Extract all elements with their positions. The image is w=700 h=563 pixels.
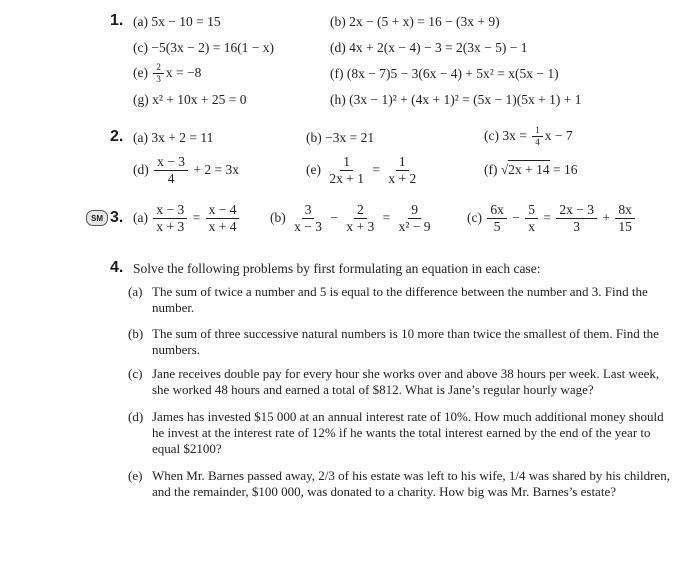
equation-1c: (c) −5(3x − 2) = 16(1 − x) (133, 40, 275, 55)
word-problem-c: Jane receives double pay for every hour she works over and above 38 hours per week. Last week, she worked 48 hours and earned a total of $812. What is Jane’s regular hourly wage? (152, 366, 660, 397)
word-problem-label-c: (c) (128, 366, 143, 381)
equation-1d: (d) 4x + 2(x − 4) − 3 = 2(3x − 5) − 1 (330, 40, 528, 55)
equation-1e: (e) $\frac{2}{3}$ x = −8 (133, 62, 202, 85)
word-problem-d: James has invested $15 000 at an annual interest rate of 10%. How much additional money should he invest at the interest rate of 12% if he wants the total interest earned by the end of the year to equal $2100? (152, 409, 664, 456)
equation-3c: (c) $\frac{6x}{5}$ − $\frac{5}{x}$ = $\frac{2x - 3}{3}$ + $\frac{8x}{15}$ (467, 203, 637, 234)
word-problem-label-e: (e) (128, 468, 143, 483)
equation-1f: (f) (8x − 7)5 − 3(6x − 4) + 5x² = x(5x − 1) (330, 66, 559, 81)
equation-1g: (g) x² + 10x + 25 = 0 (133, 92, 247, 107)
equation-3b: (b) $\frac{3}{x - 3}$ − $\frac{2}{x + 3}$ = $\frac{9}{\text{x² − 9}}$ (270, 202, 431, 235)
word-problem-label-b: (b) (128, 326, 144, 341)
problem-2-number: 2. (110, 128, 124, 145)
equation-2a: (a) 3x + 2 = 11 (133, 130, 214, 145)
problem-4-number: 4. (110, 259, 124, 276)
equation-2e: (e) $\frac{1}{2x + 1}$ = $\frac{1}{x + 2}$ (306, 154, 417, 187)
problem-4-intro: Solve the following problems by first formulating an equation in each case: (133, 261, 541, 276)
equation-1a: (a) 5x − 10 = 15 (133, 14, 221, 29)
sm-badge: SM (86, 210, 108, 226)
word-problem-label-d: (d) (128, 409, 144, 424)
equation-2c: (c) 3x = $\frac{1}{4}$ x − 7 (484, 125, 573, 148)
problem-1-number: 1. (110, 12, 124, 29)
word-problem-label-a: (a) (128, 284, 143, 299)
equation-2b: (b) −3x = 21 (306, 130, 375, 145)
equation-1b: (b) 2x − (5 + x) = 16 − (3x + 9) (330, 14, 500, 29)
equation-2d: (d) $\frac{x - 3}{4}$ + 2 = 3x (133, 154, 239, 187)
equation-2f: (f) √2x + 14 = 16 (484, 162, 578, 177)
problem-3-number: 3. (110, 209, 124, 226)
word-problem-b: The sum of three successive natural numbers is 10 more than twice the smallest of them. Find the numbers. (152, 326, 659, 357)
word-problem-e: When Mr. Barnes passed away, 2/3 of his estate was left to his wife, 1/4 was shared by his children, and the remainder, $100 000, was donated to a charity. How big was Mr. Barnes’s estate? (152, 468, 670, 499)
equation-1h: (h) (3x − 1)² + (4x + 1)² = (5x − 1)(5x + 1) + 1 (330, 92, 582, 107)
equation-3a: (a) $\frac{x - 3}{x + 3}$ = $\frac{x - 4}{x + 4}$ (133, 203, 241, 234)
word-problem-a: The sum of twice a number and 5 is equal to the difference between the number and 3. Find the number. (152, 284, 648, 315)
